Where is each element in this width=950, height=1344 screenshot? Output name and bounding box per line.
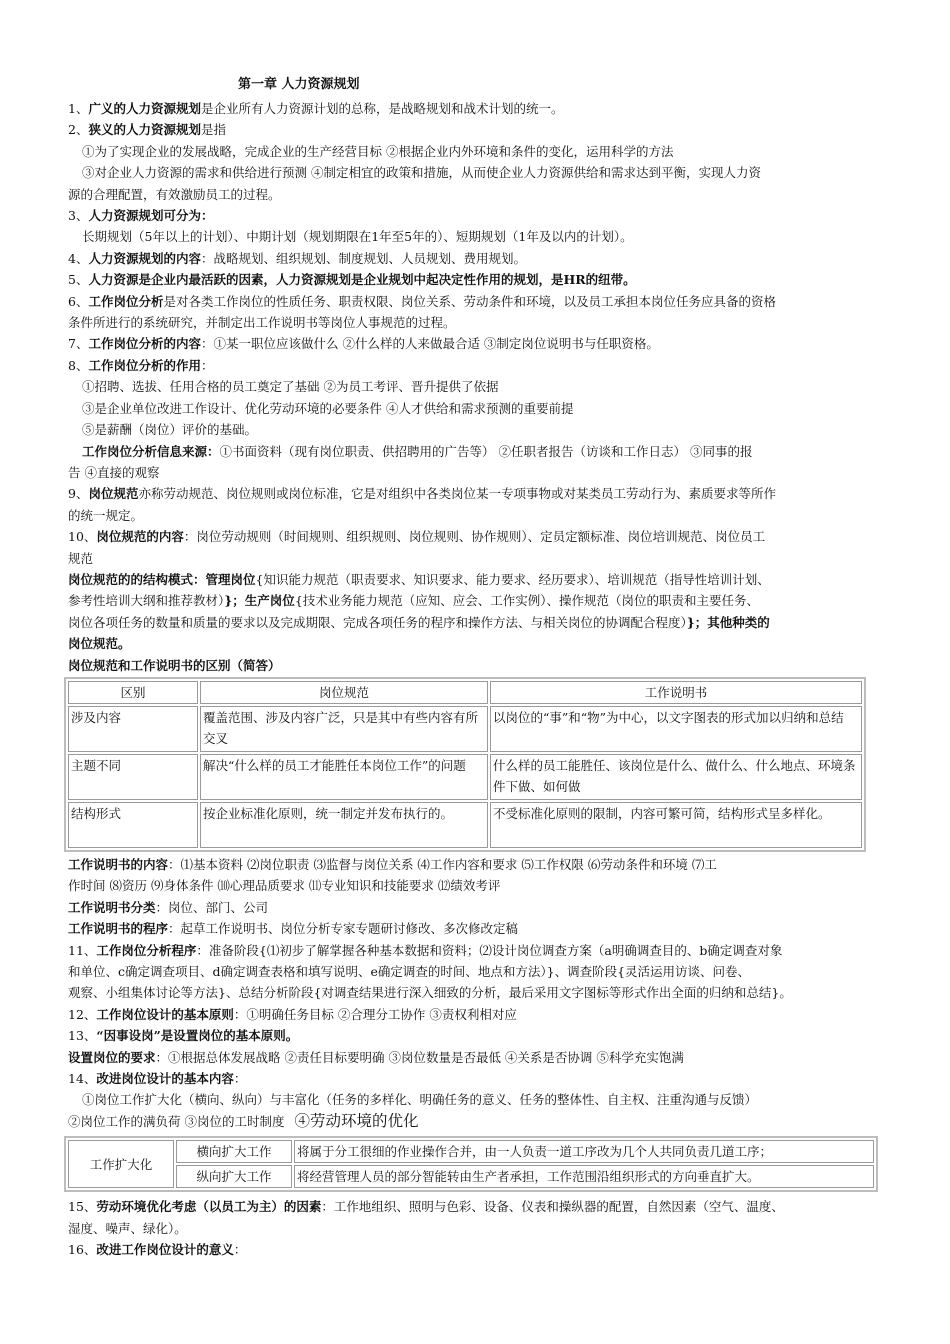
table-cell: 横向扩大工作 [176,1140,292,1163]
table-cell: 什么样的员工能胜任、该岗位是什么、做什么、什么地点、环境条件下做、如何做 [490,754,862,800]
para-6 [68,291,888,312]
text: 亦称劳动规范、岗位规则或岗位标准，它是对组织中各类岗位某一专项事物或对某类员工劳动行为、素质要求等所作 [138,486,776,502]
term: 劳动环境优化考虑（以员工为主）的因素 [96,1199,322,1215]
table-cell: 按企业标准化原则，统一制定并发布执行的。 [200,802,488,848]
item-number: 8、 [68,357,89,373]
item-number: 7、 [68,336,89,352]
chapter-title: 第一章 人力资源规划 [238,77,360,92]
term: 工作说明书分类 [68,899,156,915]
para-13-requirements [68,1047,888,1068]
para-16 [68,1239,888,1260]
term: 改进岗位设计的基本内容 [96,1071,234,1087]
text: 是指 [200,122,226,138]
para-8 [68,355,888,376]
para-10-line-2: 规范 [68,550,94,566]
para-14-line-1: ①岗位工作扩大化（横向、纵向）与丰富化（任务的多样化、明确任务的意义、任务的整体性、自主权、注重沟通与反馈） [82,1092,758,1108]
table-row [68,1140,874,1163]
term: 工作说明书的内容 [68,856,169,872]
position-spec-structure [68,569,888,655]
document-page [68,72,888,1260]
para-2-line-3: 源的合理配置，有效激励员工的过程。 [68,186,281,202]
item-number: 13、 [68,1028,97,1044]
para-8-line-3: ⑤是薪酬（岗位）评价的基础。 [82,422,258,438]
comparison-table [64,677,866,852]
text: ：战略规划、组织规划、制度规划、人员规划、费用规划。 [200,250,526,266]
para-3-line-1: 长期规划（5年以上的计划）、中期计划（规划期限在1年至5年的）、短期规划（1年及以内的计划）。 [82,229,633,245]
term: 工作岗位分析程序 [96,942,197,958]
job-description-content-line-2: 作时间 ⑻资历 ⑼身体条件 ⑽心理品质要求 ⑾专业知识和技能要求 ⑿绩效考评 [68,878,501,894]
para-11-line-2: 和单位、c确定调查项目、d确定调查表格和填写说明、e确定调查的时间、地点和方法）}、调查阶段{灵活运用访谈、问卷、 [68,964,751,979]
para-15-line-2: 湿度、噪声、绿化）。 [68,1220,187,1236]
para-10 [68,526,888,547]
text: 岗位各项任务的数量和质量的要求以及完成期限、完成各项任务的程序和操作方法、与相关岗位的协调配合程度） [68,614,687,630]
para-2 [68,119,888,140]
item-number: 1、 [68,101,89,116]
job-description-content [68,854,888,875]
item-number: 3、 [68,208,89,224]
term: 工作说明书的程序 [68,921,169,937]
table-header-cell: 岗位规范 [200,681,488,704]
text: ：工作地组织、照明与色彩、设备、仪表和操纵器的配置，自然因素（空气、温度、 [321,1199,784,1215]
term: 岗位规范的的结构模式：管理岗位 [68,571,256,587]
term: 改进工作岗位设计的意义 [96,1242,234,1258]
table-cell: 主题不同 [68,754,198,800]
table-cell: 解决“什么样的员工才能胜任本岗位工作”的问题 [200,754,488,800]
para-5 [68,269,888,290]
term: 工作岗位分析的作用 [88,357,201,373]
text: ：⑴基本资料 ⑵岗位职责 ⑶监督与岗位关系 ⑷工作内容和要求 ⑸工作权限 ⑹劳动条件和环境 ⑺工 [168,856,717,872]
text: 是对各类工作岗位的性质任务、职责权限、岗位关系、劳动条件和环境，以及员工承担本岗位任务应具备的资格 [163,293,776,309]
term: 岗位规范。 [68,636,131,652]
para-2-line-2: ③对企业人力资源的需求和供给进行预测 ④制定相宜的政策和措施，从而使企业人力资源供给和需求达到平衡，实现人力资 [82,165,761,181]
term: 岗位规范的内容 [96,529,184,545]
text: ：①某一职位应该做什么 ②什么样的人来做最合适 ③制定岗位说明书与任职资格。 [200,336,659,352]
term: 岗位规范和工作说明书的区别（简答） [68,657,281,673]
term: 工作岗位分析 [88,293,164,309]
para-9 [68,483,888,504]
para-11-line-3: 观察、小组集体讨论等方法}、总结分析阶段{对调查结果进行深入细致的分析，最后采用文字图标等形式作出全面的归纳和总结}。 [68,985,792,1001]
item-number: 9、 [68,486,89,502]
text: ①书面资料（现有岗位职责、供招聘用的广告等） ②任职者报告（访谈和工作日志） ③同事的报 [219,443,753,459]
item-number: 11、 [68,942,97,958]
para-1 [68,98,888,119]
text: ： [233,1071,247,1087]
para-8-line-2: ③是企业单位改进工作设计、优化劳动环境的必要条件 ④人才供给和需求预测的重要前提 [82,400,574,416]
term: 工作岗位设计的基本原则 [96,1006,234,1022]
table-row [68,706,862,752]
job-enlargement-table [64,1136,878,1192]
term: 广义的人力资源规划 [88,101,201,116]
job-description-procedure [68,918,888,939]
item-number: 15、 [68,1199,97,1215]
table-header-cell: 工作说明书 [490,681,862,704]
para-9-line-2: 的统一规定。 [68,507,144,523]
text: ：岗位、部门、公司 [155,899,269,915]
term: 人力资源规划可分为： [88,208,214,224]
table-header-cell: 区别 [68,681,198,704]
term: 工作岗位分析的内容 [88,336,201,352]
table-cell: 纵向扩大工作 [176,1165,292,1188]
item-number: 4、 [68,250,89,266]
term: “因事设岗”是设置岗位的基本原则。 [96,1028,299,1044]
term: 工作岗位分析信息来源： [82,443,220,459]
text: {技术业务能力规范（应知、应会、工作实例）、操作规范（岗位的职责和主要任务、 [294,593,760,609]
para-6-line-2: 条件所进行的系统研究，并制定出工作说明书等岗位人事规范的过程。 [68,315,456,331]
text: ： [200,357,214,373]
text: ：①根据总体发展战略 ②责任目标要明确 ③岗位数量是否最低 ④关系是否协调 ⑤科学充实饱满 [155,1049,684,1065]
para-13 [68,1025,888,1046]
item-number: 14、 [68,1071,97,1087]
term: }；其他种类的 [686,614,770,630]
job-description-types [68,897,888,918]
term: 狭义的人力资源规划 [88,122,201,138]
term: }；生产岗位 [224,593,295,609]
text: ：起草工作说明书、岗位分析专家专题研讨修改、多次修改定稿 [168,921,519,937]
table-cell: 不受标准化原则的限制，内容可繁可简，结构形式呈多样化。 [490,802,862,848]
text: {知识能力规范（职责要求、知识要求、能力要求、经历要求）、培训规范（指导性培训计划、 [255,571,770,587]
text: 是企业所有人力资源计划的总称，是战略规划和战术计划的统一。 [200,101,564,116]
term: 岗位规范 [88,486,139,502]
item-number: 10、 [68,529,97,545]
text: 参考性培训大纲和推荐教材） [68,593,225,609]
item-number: 16、 [68,1242,97,1258]
para-8-sources [68,441,888,462]
table-header-row [68,681,862,704]
text: ：准备阶段{⑴初步了解掌握各种基本数据和资料；⑵设计岗位调查方案（a明确调查目的、b确定调查对象 [196,942,783,958]
item-number: 2、 [68,122,89,138]
comparison-title [68,655,888,676]
para-14-line-2 [68,1111,888,1132]
item-number: 6、 [68,293,89,309]
text: ④劳动环境的优化 [294,1111,419,1130]
table-cell: 结构形式 [68,802,198,848]
text: ： [233,1242,247,1258]
para-15 [68,1196,888,1217]
term: 人力资源是企业内最活跃的因素，人力资源规划是企业规划中起决定性作用的规划，是HR的纽带。 [88,272,636,288]
table-cell: 覆盖范围、涉及内容广泛，只是其中有些内容有所交叉 [200,706,488,752]
text: ：岗位劳动规则（时间规则、组织规则、岗位规则、协作规则）、定员定额标准、岗位培训规范、岗位员工 [183,529,766,545]
table-cell: 涉及内容 [68,706,198,752]
table-row [68,754,862,800]
para-8-sources-line-2: 告 ④直接的观察 [68,464,160,480]
item-number: 12、 [68,1006,97,1022]
term: 设置岗位的要求 [68,1049,156,1065]
table-cell: 以岗位的“事”和“物”为中心，以文字图表的形式加以归纳和总结 [490,706,862,752]
table-row [68,1165,874,1188]
para-3 [68,205,888,226]
para-2-line-1: ①为了实现企业的发展战略，完成企业的生产经营目标 ②根据企业内外环境和条件的变化，运用科学的方法 [82,143,674,159]
para-8-line-1: ①招聘、选拔、任用合格的员工奠定了基础 ②为员工考评、晋升提供了依据 [82,379,499,395]
para-12 [68,1004,888,1025]
table-cell: 将属于分工很细的作业操作合并，由一人负责一道工序改为几个人共同负责几道工序； [294,1140,874,1163]
text: ：①明确任务目标 ②合理分工协作 ③责权利相对应 [233,1006,517,1022]
table-cell: 将经营管理人员的部分智能转由生产者承担，工作范围沿组织形式的方向垂直扩大。 [294,1165,874,1188]
text: ②岗位工作的满负荷 ③岗位的工时制度 [68,1113,285,1129]
para-11 [68,940,888,961]
para-14 [68,1068,888,1089]
item-number: 5、 [68,272,89,288]
para-4 [68,248,888,269]
table-cell: 工作扩大化 [68,1140,174,1188]
table-row [68,802,862,848]
term: 人力资源规划的内容 [88,250,201,266]
para-7 [68,333,888,354]
